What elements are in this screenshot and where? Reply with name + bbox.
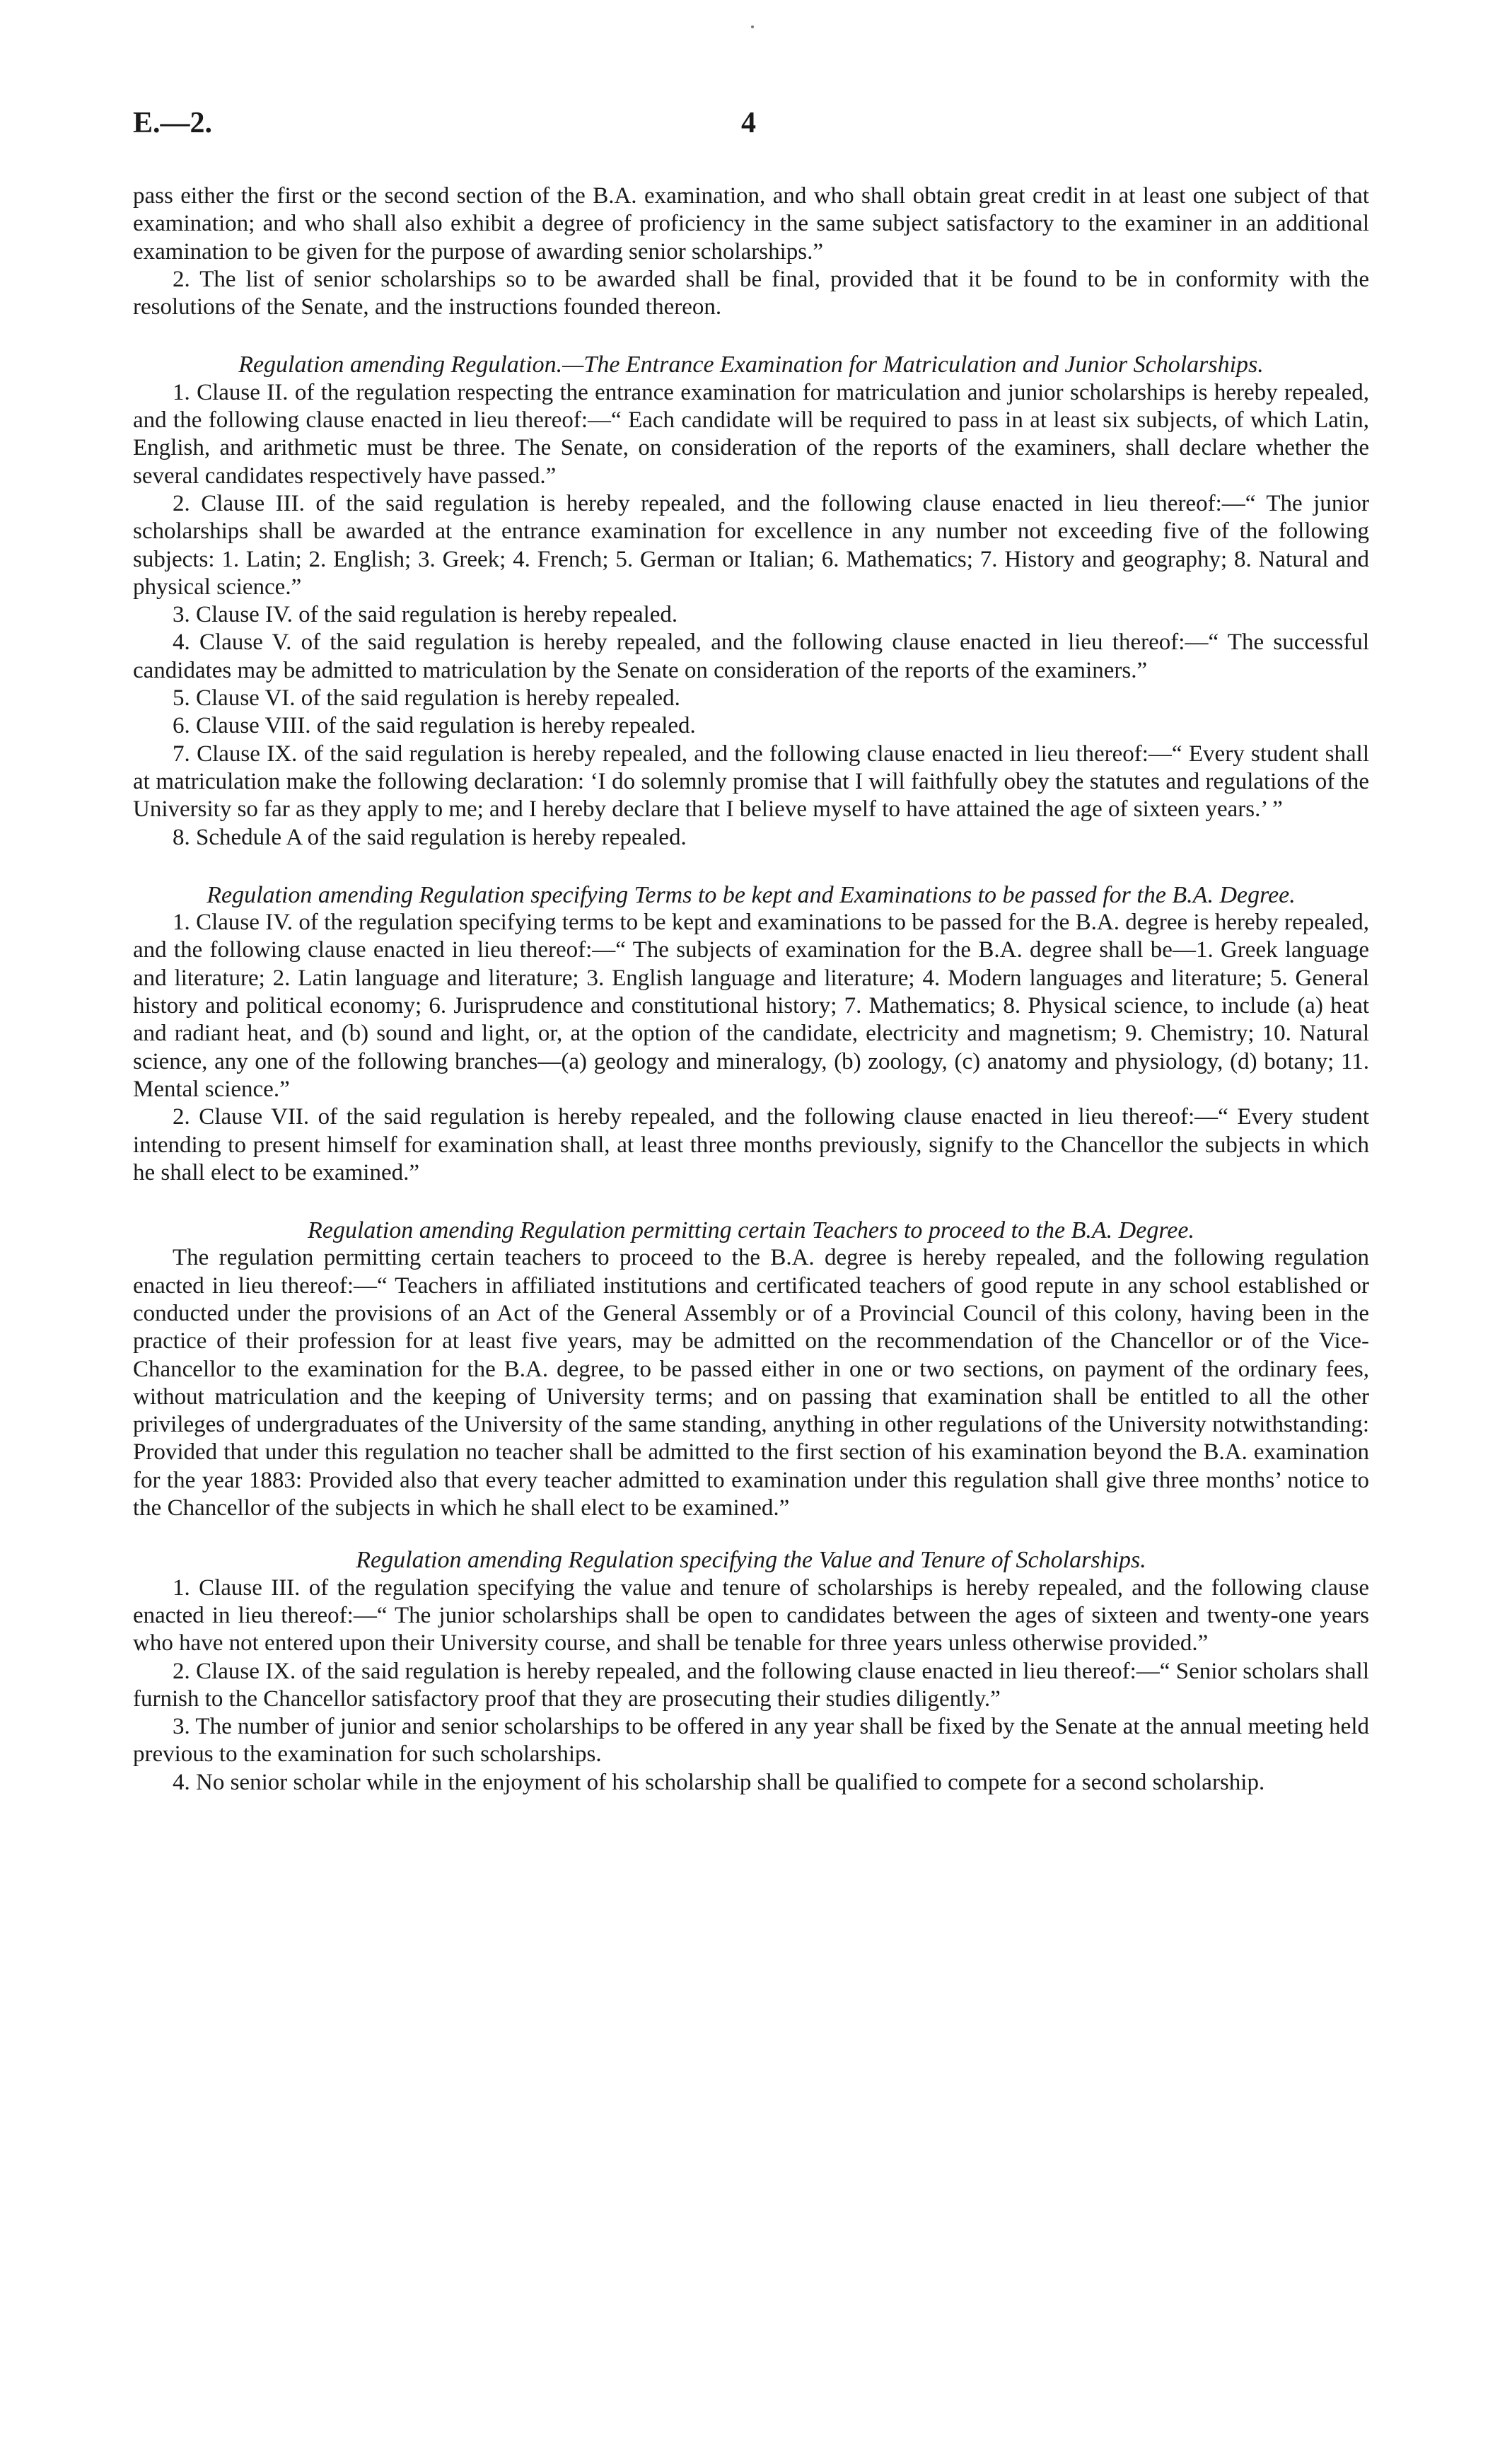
section-heading-ba-terms: Regulation amending Regulation specifying Terms to be kept and Examinations to be passed for the B.A. Degree. xyxy=(207,881,1296,908)
clause-paragraph: 2. Clause VII. of the said regulation is hereby repealed, and the following clause enacted in lieu thereof:—“ Every student intending to present himself for examination shall, at least three months previously, signify to the Chancellor the subjects in which he shall elect to be examined.” xyxy=(133,1104,1369,1185)
clause-paragraph: The regulation permitting certain teachers to proceed to the B.A. degree is hereby repealed, and the following regulation enacted in lieu thereof:—“ Teachers in affiliated institutions and certificated teachers of good repute in any school established or conducted under the provisions of an Act of the General Assembly or of a Provincial Council of this colony, having been in the practice of their profession for at least five years, may be admitted on the recommendation of the Chancellor or of the Vice-Chancellor to the examination for the B.A. degree, to be passed either in one or two sections, on payment of the ordinary fees, without matriculation and the keeping of University terms; and on passing that examination shall be entitled to all the other privileges of undergraduates of the University of the same standing, anything in other regulations of the University notwithstanding: Provided that under this regulation no teacher shall be admitted to the first section of his examination beyond the B.A. examination for the year 1883: Provided also that every teacher admitted to examination under this regulation shall give three months’ notice to the Chancellor of the subjects in which he shall elect to be examined.” xyxy=(133,1245,1369,1521)
clause-paragraph: 3. The number of junior and senior scholarships to be offered in any year shall be fixed by the Senate at the annual meeting held previous to the examination for such scholarships. xyxy=(133,1714,1369,1768)
intro-paragraph: pass either the first or the second section of the B.A. examination, and who shall obtain great credit in at least one subject of that examination; and who shall also exhibit a degree of proficiency in the same subject satisfactory to the examiner in an additional examination to be given for the purpose of awarding senior scholarships.” xyxy=(133,183,1369,265)
section-heading-scholarships: Regulation amending Regulation specifying the Value and Tenure of Scholarships. xyxy=(356,1547,1146,1574)
clause-paragraph: 1. Clause II. of the regulation respecting the entrance examination for matriculation and junior scholarships is hereby repealed, and the following clause enacted in lieu thereof:—“ Each candidate will be required to pass in at least six subjects, of which Latin, English, and arithmetic must be three. The Senate, on consideration of the reports of the examiners, shall declare whether the several candidates respectively have passed.” xyxy=(133,379,1369,489)
section-heading-teachers: Regulation amending Regulation permitting certain Teachers to proceed to the B.A. Degree. xyxy=(308,1217,1194,1244)
clause-paragraph: 5. Clause VI. of the said regulation is hereby repealed. xyxy=(173,685,680,712)
clause-paragraph: 2. Clause III. of the said regulation is hereby repealed, and the following clause enacted in lieu thereof:—“ The junior scholarships shall be awarded at the entrance examination for excellence in any number not exceeding five of the following subjects: 1. Latin; 2. English; 3. Greek; 4. French; 5. German or Italian; 6. Mathematics; 7. History and geography; 8. Natural and physical science.” xyxy=(133,490,1369,600)
clause-paragraph: 6. Clause VIII. of the said regulation is hereby repealed. xyxy=(173,713,696,739)
intro-paragraph: 2. The list of senior scholarships so to be awarded shall be final, provided that it be found to be in conformity with the resolutions of the Senate, and the instructions founded thereon. xyxy=(133,266,1369,320)
clause-paragraph: 2. Clause IX. of the said regulation is hereby repealed, and the following clause enacted in lieu thereof:—“ Senior scholars shall furnish to the Chancellor satisfactory proof that they are prosecuting their studies diligently.” xyxy=(133,1658,1369,1712)
page-number: 4 xyxy=(741,107,756,139)
clause-paragraph: 1. Clause IV. of the regulation specifying terms to be kept and examinations to be passed for the B.A. degree is hereby repealed, and the following clause enacted in lieu thereof:—“ The subjects of examination for the B.A. degree shall be—1. Greek language and literature; 2. Latin language and literature; 3. English language and literature; 4. Modern languages and literature; 5. General history and political economy; 6. Jurisprudence and constitutional history; 7. Mathematics; 8. Physical science, to include (a) heat and radiant heat, and (b) sound and light, or, at the option of the candidate, electricity and magnetism; 9. Chemistry; 10. Natural science, any one of the following branches—(a) geology and mineralogy, (b) zoology, (c) anatomy and physiology, (d) botany; 11. Mental science.” xyxy=(133,910,1369,1102)
clause-paragraph: 8. Schedule A of the said regulation is hereby repealed. xyxy=(173,824,687,850)
clause-paragraph: 3. Clause IV. of the said regulation is hereby repealed. xyxy=(173,602,678,628)
clause-paragraph: 4. No senior scholar while in the enjoyment of his scholarship shall be qualified to compete for a second scholarship. xyxy=(173,1769,1265,1795)
document-body xyxy=(133,182,1369,1797)
section-heading-entrance: Regulation amending Regulation.—The Entrance Examination for Matriculation and Junior Scholarships. xyxy=(238,352,1264,378)
clause-paragraph: 4. Clause V. of the said regulation is hereby repealed, and the following clause enacted in lieu thereof:—“ The successful candidates may be admitted to matriculation by the Senate on consideration of the reports of the examiners.” xyxy=(133,630,1369,683)
scan-speck xyxy=(751,25,754,28)
clause-paragraph: 7. Clause IX. of the said regulation is hereby repealed, and the following clause enacted in lieu thereof:—“ Every student shall at matriculation make the following declaration: ‘I do solemnly promise that I will faithfully obey the statutes and regulations of the University so far as they apply to me; and I hereby declare that I believe myself to have attained the age of sixteen years.’ ” xyxy=(133,741,1369,823)
clause-paragraph: 1. Clause III. of the regulation specifying the value and tenure of scholarships is hereby repealed, and the following clause enacted in lieu thereof:—“ The junior scholarships shall be open to candidates between the ages of sixteen and twenty-one years who have not entered upon their University course, and shall be tenable for three years unless otherwise provided.” xyxy=(133,1574,1369,1657)
document-reference: E.—2. xyxy=(133,107,213,139)
